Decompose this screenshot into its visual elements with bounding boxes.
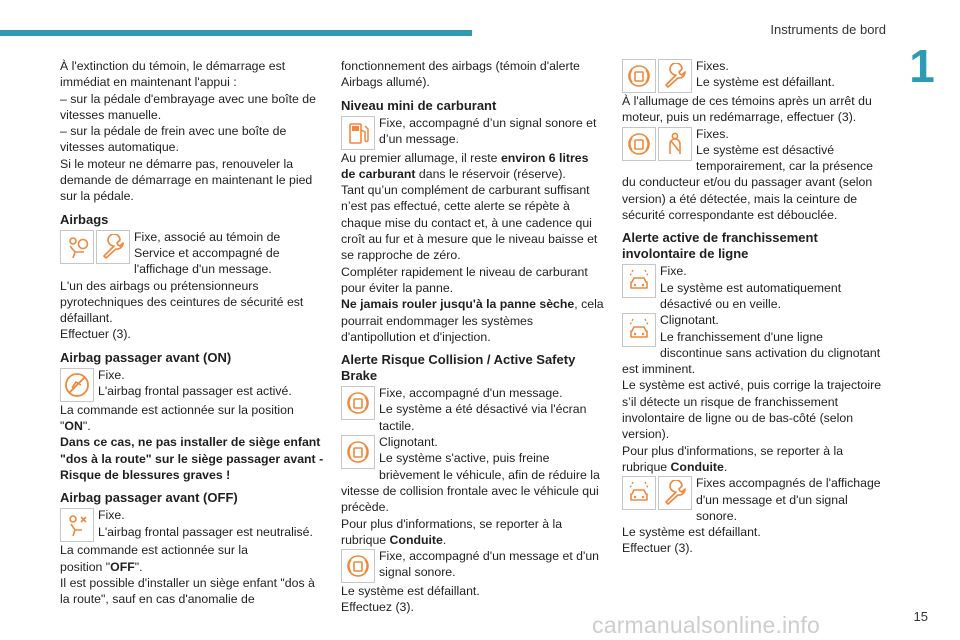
collision-alert-icon <box>341 435 375 469</box>
indicator-block <box>60 367 324 402</box>
text: La commande est actionnée sur la position " <box>60 402 294 434</box>
indicator-block <box>622 475 886 524</box>
indicator-block <box>622 312 886 377</box>
text-bold: Ne jamais rouler jusqu'à la panne sèche <box>341 297 575 312</box>
header-accent-bar <box>0 30 472 36</box>
heading-collision-alert: Alerte Risque Collision / Active Safety Brake <box>341 352 576 384</box>
indicator-block <box>60 507 324 542</box>
text-bold: ON <box>64 419 83 434</box>
fuel-pump-icon <box>341 116 375 150</box>
paragraph: À l'extinction du témoin, le démarrage est immédiat en maintenant l'appui : <box>60 59 286 90</box>
paragraph: Clignotant. Le système s'active, puis freine brièvement le véhicule, afin de réduire la vitesse de collision frontale avec le véhicule qui précède. <box>341 435 600 515</box>
paragraph: Si le moteur ne démarre pas, renouveler la demande de démarrage en maintenant le pied sur la pédale. <box>60 156 313 204</box>
warning-paragraph: Dans ce cas, ne pas installer de siège enfant "dos à la route" sur le siège passager avant - Risque de blessures graves ! <box>60 435 324 482</box>
text: dans le réservoir (réserve). <box>415 166 566 181</box>
text: La commande est actionnée sur la position " <box>60 543 248 574</box>
text: Au premier allumage, il reste <box>341 150 501 165</box>
chapter-number: 1 <box>909 40 935 92</box>
indicator-block <box>341 385 605 434</box>
paragraph: – sur la pédale d'embrayage avec une boîte de vitesses manuelle. <box>60 91 316 122</box>
collision-alert-icon <box>622 127 656 161</box>
paragraph: Fixe, accompagné d’un signal sonore et d’un message. <box>379 115 597 146</box>
paragraph: Le système est activé, puis corrige la trajectoire s’il détecte un risque de franchissement involontaire de ligne ou de bas-côté (selon version). <box>622 378 882 442</box>
airbag-off-icon <box>60 508 94 542</box>
text: Pour plus d'informations, se reporter à la rubrique <box>622 443 844 474</box>
paragraph: Fixe. Le système est automatiquement désactivé ou en veille. <box>660 264 842 311</box>
indicator-block <box>622 126 886 224</box>
paragraph: Effectuer (3). <box>60 327 131 342</box>
indicator-block <box>622 263 886 312</box>
column-3 <box>622 58 886 557</box>
watermark: carmanualsonline.info <box>592 612 820 638</box>
page-number: 15 <box>913 609 928 624</box>
paragraph: Le système est défaillant. Effectuer (3). <box>622 525 761 556</box>
paragraph: À l'allumage de ces témoins après un arrêt du moteur, puis un redémarrage, effectuer (3). <box>622 94 872 125</box>
seatbelt-icon <box>658 127 692 161</box>
paragraph <box>341 150 605 183</box>
airbag-warning-icon <box>60 230 94 264</box>
collision-alert-icon <box>341 386 375 420</box>
lane-departure-icon <box>622 264 656 298</box>
text: Pour plus d'informations, se reporter à la rubrique <box>341 516 563 547</box>
text-bold: Conduite <box>670 459 724 474</box>
indicator-block <box>341 434 605 515</box>
paragraph: Clignotant. Le franchissement d'une ligne discontinue sans activation du clignotant est imminent. <box>622 313 881 377</box>
paragraph: Fixe, associé au témoin de Service et accompagné de l'affichage d'un message. <box>134 229 281 277</box>
text: , cela pourrait endommager les systèmes d'antipollution et d'injection. <box>341 297 604 344</box>
text-bold: Conduite <box>389 532 443 547</box>
text: . <box>442 532 447 547</box>
paragraph: Fixes accompagnés de l'affichage d'un message et d'un signal sonore. <box>696 476 881 523</box>
indicator-block <box>341 548 605 583</box>
lane-departure-icon <box>622 313 656 347</box>
lane-departure-icon <box>622 476 656 510</box>
heading-airbags: Airbags <box>60 211 109 227</box>
column-2 <box>341 58 605 616</box>
text: . <box>723 459 728 474</box>
text-bold: environ 6 litres de carburant <box>341 150 589 181</box>
collision-alert-icon <box>622 59 656 93</box>
paragraph: – sur la pédale de frein avec une boîte de vitesses automatique. <box>60 124 287 155</box>
paragraph: Fixe. L'airbag frontal passager est activé. <box>98 367 292 399</box>
paragraph: Fixes. Le système est désactivé temporairement, car la présence du conducteur et/ou du passager avant (selon version) a été détectée, mais la ceinture de sécurité correspondante est débouclée. <box>622 126 874 223</box>
heading-lane-alert: Alerte active de franchissement involontaire de ligne <box>622 230 818 262</box>
paragraph <box>60 402 324 435</box>
collision-alert-icon <box>341 549 375 583</box>
paragraph <box>341 516 605 549</box>
wrench-service-icon <box>96 230 130 264</box>
indicator-block <box>60 229 324 278</box>
indicator-block <box>622 58 886 93</box>
airbag-on-icon <box>60 368 94 402</box>
wrench-service-icon <box>658 476 692 510</box>
paragraph: Fixes. Le système est défaillant. <box>696 59 835 90</box>
paragraph: Compléter rapidement le niveau de carburant pour éviter la panne. <box>341 264 588 295</box>
paragraph: Fixe, accompagné d'un message et d'un signal sonore. <box>379 549 600 580</box>
paragraph: fonctionnement des airbags (témoin d'alerte Airbags allumé). <box>341 59 580 90</box>
paragraph <box>60 542 324 575</box>
text: ". <box>134 559 143 574</box>
paragraph: Tant qu’un complément de carburant suffisant n’est pas effectué, cette alerte se répète à chaque mise du contact et, à une cadence qui croît au fur et à mesure que le niveau baisse et se rapproche de zéro. <box>341 183 598 263</box>
text: ". <box>82 419 91 434</box>
paragraph <box>622 443 886 476</box>
section-title: Instruments de bord <box>770 22 886 37</box>
paragraph: Il est possible d'installer un siège enfant "dos à la route", sauf en cas d'anomalie de <box>60 575 315 607</box>
paragraph: Fixe. L'airbag frontal passager est neutralisé. <box>98 508 313 539</box>
text-bold: OFF <box>110 559 135 574</box>
heading-fuel: Niveau mini de carburant <box>341 97 497 113</box>
paragraph: L'un des airbags ou prétensionneurs pyrotechniques des ceintures de sécurité est défaillant. <box>60 278 304 326</box>
heading-airbag-off: Airbag passager avant (OFF) <box>60 490 238 506</box>
paragraph: Le système est défaillant. Effectuez (3). <box>341 584 480 615</box>
paragraph <box>341 296 605 345</box>
paragraph: Fixe, accompagné d'un message. Le système a été désactivé via l'écran tactile. <box>379 386 587 433</box>
heading-airbag-on: Airbag passager avant (ON) <box>60 349 232 365</box>
indicator-block <box>341 115 605 150</box>
column-1 <box>60 58 324 607</box>
wrench-service-icon <box>658 59 692 93</box>
